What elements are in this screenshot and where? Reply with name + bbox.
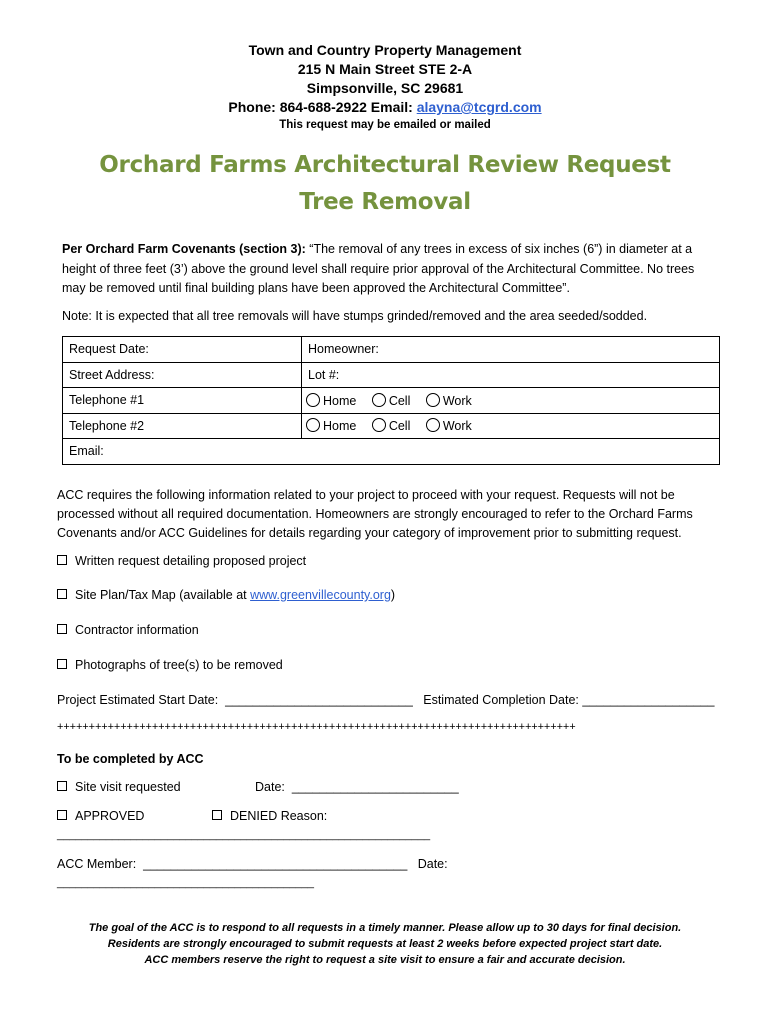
street-address-label: Street Address: — [69, 367, 155, 382]
checklist-label: Photographs of tree(s) to be removed — [75, 658, 283, 672]
approved-label: APPROVED — [75, 809, 145, 823]
tel2-work-option[interactable] — [426, 418, 472, 433]
footer-line-2: Residents are strongly encouraged to submit requests at least 2 weeks before expected project start date. — [107, 938, 663, 950]
site-visit-date-line[interactable]: Date: ________________________ — [255, 780, 459, 794]
tel2-home-option[interactable] — [306, 418, 356, 433]
radio-icon[interactable] — [372, 393, 386, 407]
telephone1-field[interactable] — [63, 388, 302, 414]
telephone2-type — [302, 413, 720, 439]
checkbox-icon[interactable] — [212, 810, 222, 820]
homeowner-label: Homeowner: — [308, 342, 379, 357]
checklist-label: Contractor information — [75, 623, 199, 637]
telephone2-field[interactable] — [63, 413, 302, 439]
radio-icon[interactable] — [426, 393, 440, 407]
homeowner-info-table — [62, 336, 720, 465]
option-label: Cell — [388, 393, 411, 408]
tel1-home-option[interactable] — [306, 393, 356, 408]
acc-section-heading: To be completed by ACC — [57, 752, 204, 766]
footer-line-1: The goal of the ACC is to respond to all requests in a timely manner. Please allow up to 30 days for final decision. — [88, 922, 682, 934]
tel1-cell-option[interactable] — [372, 393, 411, 408]
tel2-cell-option[interactable] — [372, 418, 411, 433]
lot-field[interactable] — [302, 362, 720, 388]
telephone1-type — [302, 388, 720, 414]
email-link[interactable]: alayna@tcgrd.com — [416, 99, 542, 115]
acc-intro: ACC requires the following information related to your project to proceed with your request. Requests will not be processed without all required documentation. Homeowners are strongly encouraged to refer to the Orchard Farms Covenants and/or ACC Guidelines for details regarding your category of improvement prior to submitting request. — [57, 488, 693, 540]
covenant-paragraph — [62, 240, 712, 299]
radio-icon[interactable] — [306, 418, 320, 432]
site-visit-row[interactable] — [57, 780, 181, 794]
checklist-item-written-request[interactable] — [57, 554, 306, 568]
stump-note: Note: It is expected that all tree removals will have stumps grinded/removed and the area seeded/sodded. — [62, 309, 648, 323]
checkbox-icon[interactable] — [57, 624, 67, 634]
option-label: Work — [442, 419, 472, 434]
checklist-item-site-plan[interactable] — [57, 588, 395, 602]
request-date-label: Request Date: — [69, 342, 149, 357]
radio-icon[interactable] — [372, 418, 386, 432]
option-label: Home — [323, 393, 357, 408]
separator-line: ++++++++++++++++++++++++++++++++++++++++++++++++++++++++++++++++++++++++++++++++++ — [57, 721, 576, 733]
phone-label: Phone: 864-688-2922 Email: — [228, 99, 413, 115]
approved-row[interactable] — [57, 809, 144, 823]
email-field[interactable] — [63, 439, 720, 465]
checklist-label: Written request detailing proposed project — [75, 554, 307, 568]
option-label: Work — [442, 393, 472, 408]
address-line-1: 215 N Main Street STE 2-A — [297, 61, 473, 77]
option-label: Home — [323, 419, 357, 434]
lot-label: Lot #: — [308, 367, 340, 382]
radio-icon[interactable] — [306, 393, 320, 407]
covenant-lead: Per Orchard Farm Covenants (section 3): — [62, 242, 306, 256]
checklist-item-contractor[interactable] — [57, 623, 199, 637]
acc-member-date-line[interactable]: __________________________________________ — [57, 877, 314, 889]
denied-label: DENIED Reason: — [230, 809, 328, 823]
project-dates-line[interactable]: Project Estimated Start Date: ___________________________ Estimated Completion Date: ___________________ — [57, 693, 715, 707]
option-label: Cell — [388, 419, 411, 434]
company-name: Town and Country Property Management — [248, 42, 522, 58]
radio-icon[interactable] — [426, 418, 440, 432]
checkbox-icon[interactable] — [57, 781, 67, 791]
telephone1-label: Telephone #1 — [69, 393, 145, 408]
site-visit-label: Site visit requested — [75, 780, 181, 794]
checklist-label: Site Plan/Tax Map (available at — [75, 588, 251, 602]
telephone2-label: Telephone #2 — [69, 418, 145, 433]
greenville-county-link[interactable]: www.greenvillecounty.org — [250, 588, 391, 602]
checkbox-icon[interactable] — [57, 555, 67, 565]
form-title: Orchard Farms Architectural Review Request — [99, 152, 671, 178]
email-label: Email: — [69, 444, 104, 459]
covenant-text: “The removal of any trees in excess of six inches (6”) in diameter at a height of three feet (3’) above the ground level shall require prior approval of the Architectural Committee. No trees may be removed until final building plans have been approved the Architectural Committee”. — [62, 242, 695, 295]
checkbox-icon[interactable] — [57, 659, 67, 669]
checkbox-icon[interactable] — [57, 589, 67, 599]
tel1-work-option[interactable] — [426, 393, 472, 408]
contact-line — [0, 98, 770, 117]
street-address-field[interactable] — [63, 362, 302, 388]
reason-line[interactable]: _____________________________________________________________ — [57, 829, 431, 841]
submit-note: This request may be emailed or mailed — [279, 119, 491, 131]
acc-member-line[interactable]: ACC Member: ______________________________________ Date: — [57, 857, 448, 871]
checkbox-icon[interactable] — [57, 810, 67, 820]
footer-line-3: ACC members reserve the right to request a site visit to ensure a fair and accurate decision. — [144, 954, 626, 966]
request-date-field[interactable] — [63, 337, 302, 363]
checklist-item-photographs[interactable] — [57, 658, 283, 672]
denied-row[interactable] — [212, 809, 327, 823]
form-subtitle: Tree Removal — [299, 189, 471, 215]
homeowner-field[interactable] — [302, 337, 720, 363]
address-line-2: Simpsonville, SC 29681 — [306, 80, 464, 96]
checklist-label-end: ) — [390, 588, 396, 602]
